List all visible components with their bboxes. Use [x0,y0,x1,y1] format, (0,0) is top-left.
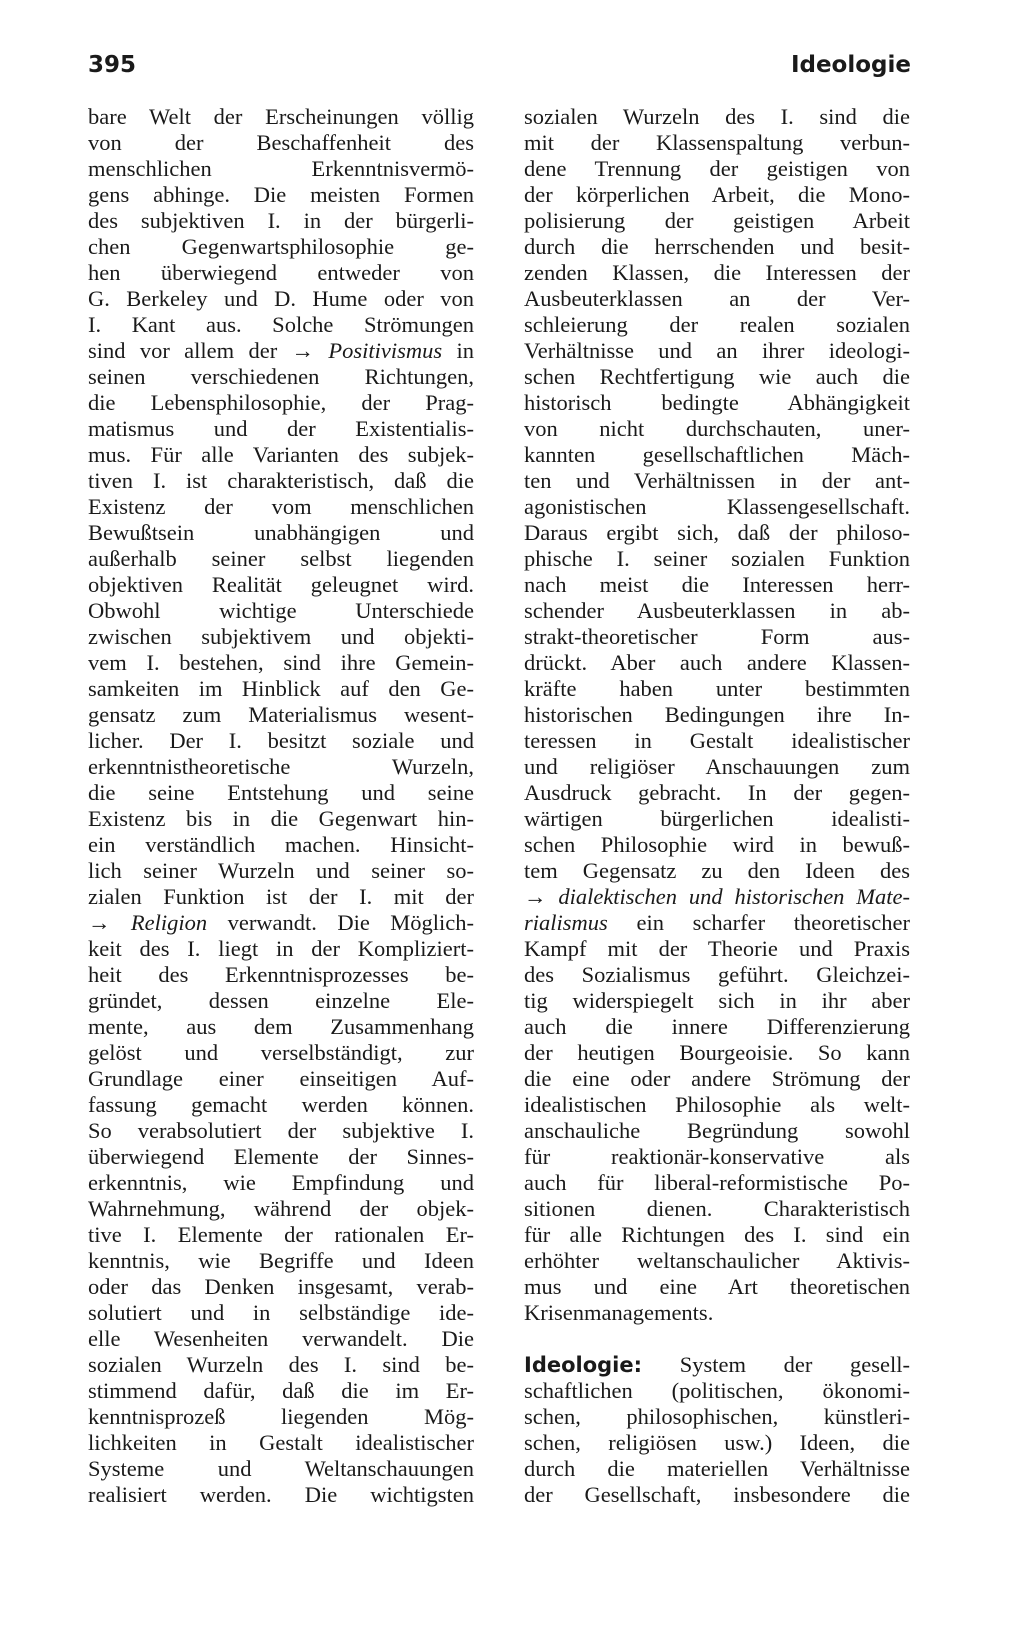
text-segment: in [442,338,474,363]
text-line: tig widerspiegelt sich in ihr aber [524,988,910,1013]
paragraph-gap [524,1326,910,1352]
text-line: sitionen dienen. Charakteristisch [524,1196,910,1221]
text-line: ein verständlich machen. Hinsicht- [88,832,474,857]
text-line: chen Gegenwartsphilosophie ge- [88,234,474,259]
text-line: mus. Für alle Varianten des subjek- [88,442,474,467]
text-line: licher. Der I. besitzt soziale und [88,728,474,753]
text-segment: ein scharfer theoretischer [607,910,910,935]
text-line: gründet, dessen einzelne Ele- [88,988,474,1013]
text-line: bare Welt der Erscheinungen völlig [88,104,474,129]
text-line: die eine oder andere Strömung der [524,1066,910,1091]
text-line: des subjektiven I. in der bürgerli- [88,208,474,233]
cross-reference-term: rialismus [524,910,608,935]
text-line: der Gesellschaft, insbesondere die [524,1482,910,1507]
text-line: Existenz der vom menschlichen [88,494,474,519]
text-line: hen überwiegend entweder von [88,260,474,285]
text-line: Kampf mit der Theorie und Praxis [524,936,910,961]
text-line: Krisenmanagements. [524,1300,714,1325]
text-line: Obwohl wichtige Unterschiede [88,598,474,623]
text-line: zwischen subjektivem und objekti- [88,624,474,649]
cross-reference-term: dialektischen und historischen Mate- [558,884,910,909]
text-line: mus und eine Art theoretischen [524,1274,910,1299]
text-line: der heutigen Bourgeoisie. So kann [524,1040,910,1065]
text-line: Daraus ergibt sich, daß der philoso- [524,520,910,545]
text-line: solutiert und in selbständige ide- [88,1300,474,1325]
text-line: sozialen Wurzeln des I. sind be- [88,1352,474,1377]
text-line: und religiöser Anschauungen zum [524,754,910,779]
text-line: oder das Denken insgesamt, verab- [88,1274,474,1299]
text-line: schender Ausbeuterklassen in ab- [524,598,910,623]
cross-reference-term: Positivismus [328,338,443,363]
page-number: 395 [88,52,137,78]
right-text-column [524,104,910,1508]
text-line: I. Kant aus. Solche Strömungen [88,312,474,337]
text-line: vem I. bestehen, sind ihre Gemein- [88,650,474,675]
text-line: auch die innere Differenzierung [524,1014,910,1039]
text-line: schleierung der realen sozialen [524,312,910,337]
text-line: lichkeiten in Gestalt idealistischer [88,1430,474,1455]
text-line: Existenz bis in die Gegenwart hin- [88,806,474,831]
text-line: durch die herrschenden und besit- [524,234,910,259]
text-line: mit der Klassenspaltung verbun- [524,130,910,155]
text-line: strakt-theoretischer Form aus- [524,624,910,649]
text-line: gensatz zum Materialismus wesent- [88,702,474,727]
text-line: G. Berkeley und D. Hume oder von [88,286,474,311]
text-line: fassung gemacht werden können. [88,1092,474,1117]
text-line: erkenntnistheoretische Wurzeln, [88,754,474,779]
text-line: kannten gesellschaftlichen Mäch- [524,442,910,467]
text-line: schen, religiösen usw.) Ideen, die [524,1430,910,1455]
text-line [524,1352,910,1378]
text-line: zenden Klassen, die Interessen der [524,260,910,285]
text-line: So verabsolutiert der subjektive I. [88,1118,474,1143]
text-line: tiven I. ist charakteristisch, daß die [88,468,474,493]
text-line: agonistischen Klassengesellschaft. [524,494,910,519]
text-line: lich seiner Wurzeln und seiner so- [88,858,474,883]
text-line: stimmend dafür, daß die im Er- [88,1378,474,1403]
text-line: menschlichen Erkenntnisvermö- [88,156,474,181]
text-line: anschauliche Begründung sowohl [524,1118,910,1143]
text-segment: verwandt. Die Möglich- [207,910,474,935]
text-line: Verhältnisse und an ihrer ideologi- [524,338,910,363]
text-line: tive I. Elemente der rationalen Er- [88,1222,474,1247]
text-line: elle Wesenheiten verwandelt. Die [88,1326,474,1351]
text-line: Bewußtsein unabhängigen und [88,520,474,545]
text-line: gelöst und verselbständigt, zur [88,1040,474,1065]
text-line: für reaktionär-konservative als [524,1144,910,1169]
text-line: Wahrnehmung, während der objek- [88,1196,474,1221]
text-line: drückt. Aber auch andere Klassen- [524,650,910,675]
text-line: heit des Erkenntnisprozesses be- [88,962,474,987]
text-line: sozialen Wurzeln des I. sind die [524,104,910,129]
text-line: Systeme und Weltanschauungen [88,1456,474,1481]
text-line: polisierung der geistigen Arbeit [524,208,910,233]
text-line: zialen Funktion ist der I. mit der [88,884,474,909]
text-line: die seine Entstehung und seine [88,780,474,805]
text-line: samkeiten im Hinblick auf den Ge- [88,676,474,701]
text-line: erhöhter weltanschaulicher Aktivis- [524,1248,910,1273]
text-line: schen Rechtfertigung wie auch die [524,364,910,389]
cross-reference-arrow-icon: → [291,338,315,363]
text-line [88,338,474,364]
text-line: kenntnis, wie Begriffe und Ideen [88,1248,474,1273]
cross-reference-arrow-icon: → [88,910,111,935]
text-line: dene Trennung der geistigen von [524,156,910,181]
text-line: objektiven Realität geleugnet wird. [88,572,474,597]
text-line: die Lebensphilosophie, der Prag- [88,390,474,415]
text-line: von nicht durchschauten, uner- [524,416,910,441]
text-line: tem Gegensatz zu den Ideen des [524,858,910,883]
text-line: matismus und der Existentialis- [88,416,474,441]
entry-headword: Ideologie: [524,1353,643,1377]
text-line [524,884,910,910]
text-line: außerhalb seiner selbst liegenden [88,546,474,571]
text-line: der körperlichen Arbeit, die Mono- [524,182,910,207]
text-line: durch die materiellen Verhältnisse [524,1456,910,1481]
text-line: Grundlage einer einseitigen Auf- [88,1066,474,1091]
text-line: seinen verschiedenen Richtungen, [88,364,474,389]
text-line: schen Philosophie wird in bewuß- [524,832,910,857]
cross-reference-term: Religion [130,910,208,935]
text-segment: System der gesell- [642,1352,910,1377]
text-line: mente, aus dem Zusammenhang [88,1014,474,1039]
text-line: nach meist die Interessen herr- [524,572,910,597]
left-text-column [88,104,474,1508]
text-line: teressen in Gestalt idealistischer [524,728,910,753]
text-line: realisiert werden. Die wichtigsten [88,1482,474,1507]
text-line: wärtigen bürgerlichen idealisti- [524,806,910,831]
text-line: schen, philosophischen, künstleri- [524,1404,910,1429]
text-line: keit des I. liegt in der Kompliziert- [88,936,474,961]
text-line: kräfte haben unter bestimmten [524,676,910,701]
text-line: von der Beschaffenheit des [88,130,474,155]
text-line: überwiegend Elemente der Sinnes- [88,1144,474,1169]
text-line: schaftlichen (politischen, ökonomi- [524,1378,910,1403]
text-line: historischen Bedingungen ihre In- [524,702,910,727]
text-line: historisch bedingte Abhängigkeit [524,390,910,415]
running-title: Ideologie [790,52,911,78]
text-line: phische I. seiner sozialen Funktion [524,546,910,571]
text-line: idealistischen Philosophie als welt- [524,1092,910,1117]
text-line: für alle Richtungen des I. sind ein [524,1222,910,1247]
text-segment: sind vor allem der [88,338,292,363]
text-line: Ausbeuterklassen an der Ver- [524,286,910,311]
text-line: ten und Verhältnissen in der ant- [524,468,910,493]
text-line: erkenntnis, wie Empfindung und [88,1170,474,1195]
text-line: auch für liberal-reformistische Po- [524,1170,910,1195]
text-line: gens abhinge. Die meisten Formen [88,182,474,207]
cross-reference-arrow-icon: → [524,884,547,909]
text-line: des Sozialismus geführt. Gleichzei- [524,962,910,987]
text-line: Ausdruck gebracht. In der gegen- [524,780,910,805]
text-line [88,910,474,936]
text-line [524,910,910,936]
text-line: kenntnisprozeß liegenden Mög- [88,1404,474,1429]
